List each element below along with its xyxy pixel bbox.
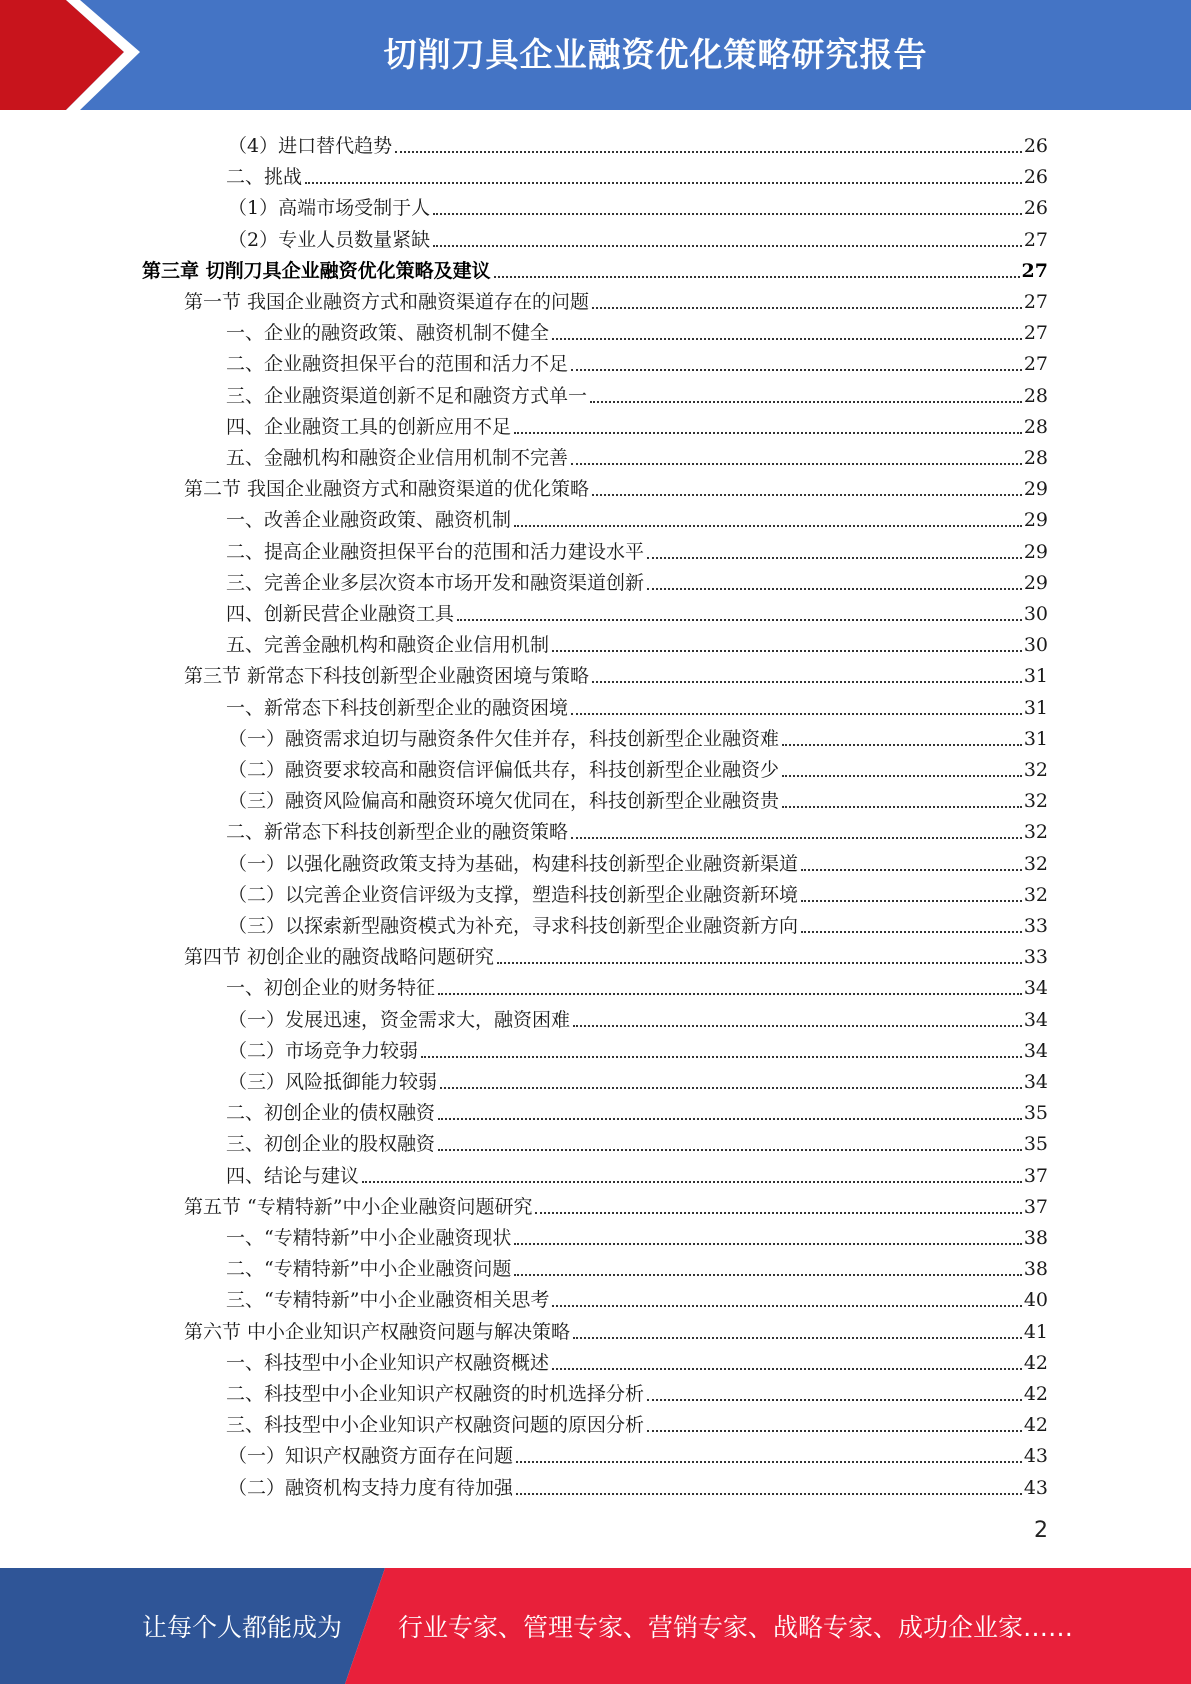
toc-entry[interactable] [226,1250,1048,1281]
toc-entry-title: （三）以探索新型融资模式为补充，寻求科技创新型企业融资新方向 [228,915,799,937]
toc-entry-page: 27 [1023,291,1048,313]
toc-entry-title: 一、改善企业融资政策、融资机制 [226,509,512,532]
toc-entry[interactable] [226,377,1048,408]
toc-entry-title: 三、完善企业多层次资本市场开发和融资渠道创新 [226,571,645,594]
toc-entry-page: 41 [1023,1320,1048,1343]
toc-entry-title: 一、新常态下科技创新型企业的融资困境 [226,696,569,719]
toc-entry-page: 27 [1023,228,1048,251]
toc-entry-title: 四、企业融资工具的创新应用不足 [226,415,512,438]
toc-entry[interactable] [228,782,1048,813]
toc-entry-title: 二、挑战 [226,166,303,189]
toc-entry-page: 38 [1023,1227,1048,1249]
toc-entry-title: （一）以强化融资政策支持为基础，构建科技创新型企业融资新渠道 [228,852,799,875]
toc-entry-page: 28 [1023,415,1048,438]
toc-entry[interactable] [228,1001,1048,1032]
toc-entry-title: （2）专业人员数量紧缺 [228,228,431,251]
toc-entry-title: 五、完善金融机构和融资企业信用机制 [226,634,550,657]
toc-dot-leader [573,1025,1022,1027]
toc-entry[interactable] [184,1188,1048,1219]
toc-dot-leader [494,276,1020,278]
toc-entry[interactable] [228,720,1048,751]
toc-entry[interactable] [226,1375,1048,1406]
toc-entry-page: 33 [1023,915,1048,937]
toc-dot-leader [801,869,1022,871]
toc-dot-leader [647,1399,1022,1401]
toc-entry-page: 37 [1023,1195,1048,1218]
toc-entry-page: 38 [1023,1258,1048,1281]
toc-entry-title: 四、创新民营企业融资工具 [226,603,455,625]
toc-entry[interactable] [226,595,1048,626]
toc-entry[interactable] [226,314,1048,345]
toc-dot-leader [535,1212,1021,1214]
toc-entry[interactable] [226,345,1048,376]
toc-entry-page: 43 [1023,1476,1048,1499]
toc-dot-leader [438,1149,1022,1151]
toc-dot-leader [782,775,1022,777]
toc-entry-page: 28 [1023,384,1048,407]
toc-entry[interactable] [226,689,1048,720]
toc-entry-title: 四、结论与建议 [226,1164,360,1187]
toc-entry-page: 29 [1023,478,1048,501]
toc-entry-title: 第四节 初创企业的融资战略问题研究 [184,946,495,969]
toc-entry-title: 二、科技型中小企业知识产权融资的时机选择分析 [226,1383,645,1405]
toc-entry[interactable] [226,439,1048,470]
toc-entry-title: （二）市场竞争力较弱 [228,1039,419,1062]
toc-entry-title: 二、“专精特新”中小企业融资问题 [226,1258,512,1281]
toc-entry-title: 三、科技型中小企业知识产权融资问题的原因分析 [226,1414,645,1437]
toc-entry[interactable] [226,408,1048,439]
toc-entry-page: 26 [1023,166,1048,189]
toc-entry-page: 29 [1023,540,1048,563]
toc-entry-page: 31 [1023,696,1048,719]
toc-dot-leader [592,681,1022,683]
toc-entry-title: （4）进口替代趋势 [228,135,393,157]
toc-dot-leader [457,619,1022,621]
toc-entry-page: 42 [1023,1383,1048,1405]
toc-entry[interactable] [142,252,1048,283]
toc-entry-page: 32 [1023,790,1048,813]
toc-dot-leader [801,931,1022,933]
toc-dot-leader [571,837,1022,839]
toc-entry-page: 31 [1023,665,1048,688]
toc-entry[interactable] [228,189,1048,220]
toc-entry-page: 33 [1023,946,1048,969]
toc-dot-leader [552,1305,1021,1307]
toc-dot-leader [573,1337,1022,1339]
toc-dot-leader [395,151,1022,153]
toc-dot-leader [514,1243,1021,1245]
toc-dot-leader [497,962,1022,964]
toc-entry-page: 29 [1023,509,1048,532]
toc-entry[interactable] [226,1281,1048,1312]
toc-dot-leader [782,744,1022,746]
toc-entry[interactable] [184,283,1048,314]
toc-dot-leader [552,338,1022,340]
toc-dot-leader [592,307,1022,309]
toc-entry-title: 第六节 中小企业知识产权融资问题与解决策略 [184,1320,571,1343]
toc-entry-page: 27 [1023,353,1048,376]
toc-entry-page: 42 [1023,1351,1048,1374]
toc-entry-title: （三）融资风险偏高和融资环境欠优同在，科技创新型企业融资贵 [228,790,780,813]
toc-dot-leader [438,993,1022,995]
toc-entry-title: （一）知识产权融资方面存在问题 [228,1445,514,1468]
toc-dot-leader [782,806,1022,808]
toc-entry[interactable] [184,657,1048,688]
toc-entry-page: 34 [1023,1008,1048,1031]
toc-dot-leader [438,1118,1022,1120]
toc-entry[interactable] [228,1032,1048,1063]
toc-dot-leader [516,1493,1022,1495]
toc-entry-page: 34 [1023,1071,1048,1093]
toc-entry-title: （三）风险抵御能力较弱 [228,1071,438,1093]
toc-entry-title: （二）以完善企业资信评级为支撑，塑造科技创新型企业融资新环境 [228,883,799,906]
toc-entry[interactable] [226,1406,1048,1437]
toc-entry-title: 五、金融机构和融资企业信用机制不完善 [226,447,569,469]
toc-entry[interactable] [226,158,1048,189]
toc-dot-leader [305,182,1022,184]
toc-entry-page: 26 [1023,197,1048,220]
toc-entry[interactable] [226,501,1048,532]
toc-entry[interactable] [228,221,1048,252]
toc-entry-title: （一）发展迅速，资金需求大，融资困难 [228,1008,571,1031]
toc-entry[interactable] [226,626,1048,657]
toc-entry[interactable] [226,564,1048,595]
toc-dot-leader [362,1181,1022,1183]
toc-dot-leader [647,557,1022,559]
toc-dot-leader [421,1056,1022,1058]
toc-entry[interactable] [228,907,1048,938]
toc-entry-title: 第一节 我国企业融资方式和融资渠道存在的问题 [184,291,590,313]
toc-entry-title: 三、初创企业的股权融资 [226,1133,436,1156]
toc-entry-title: （二）融资机构支持力度有待加强 [228,1476,514,1499]
toc-dot-leader [516,1461,1022,1463]
toc-entry-title: 二、企业融资担保平台的范围和活力不足 [226,353,569,376]
toc-entry-page: 37 [1023,1164,1048,1187]
toc-entry[interactable] [226,1219,1048,1250]
toc-entry-page: 43 [1023,1445,1048,1468]
toc-entry[interactable] [184,938,1048,969]
toc-entry-title: 第三节 新常态下科技创新型企业融资困境与策略 [184,665,590,688]
toc-entry-page: 32 [1023,852,1048,875]
toc-entry-page: 26 [1023,135,1048,157]
toc-dot-leader [647,1430,1022,1432]
toc-entry[interactable] [226,1344,1048,1375]
document-title: 切削刀具企业融资优化策略研究报告 [383,34,928,74]
toc-dot-leader [514,525,1022,527]
toc-entry-title: （二）融资要求较高和融资信评偏低共存，科技创新型企业融资少 [228,759,780,781]
toc-dot-leader [433,245,1022,247]
toc-entry-title: 第三章 切削刀具企业融资优化策略及建议 [142,259,491,282]
toc-dot-leader [552,1368,1022,1370]
toc-dot-leader [592,494,1022,496]
footer-slogan-left: 让每个人都能成为 [142,1613,343,1642]
toc-entry[interactable] [226,813,1048,844]
toc-entry-page: 35 [1023,1133,1048,1156]
toc-dot-leader [571,369,1022,371]
toc-dot-leader [433,213,1022,215]
toc-entry-title: 三、“专精特新”中小企业融资相关思考 [226,1289,550,1312]
toc-entry-page: 34 [1023,977,1048,1000]
footer-slogan-right: 行业专家、管理专家、营销专家、战略专家、成功企业家…… [398,1613,1074,1642]
toc-entry-page: 40 [1023,1289,1048,1312]
toc-dot-leader [571,713,1022,715]
toc-entry-title: （1）高端市场受制于人 [228,197,431,220]
toc-entry-page: 28 [1023,447,1048,469]
toc-entry-title: 第五节 “专精特新”中小企业融资问题研究 [184,1195,533,1218]
toc-dot-leader [801,900,1022,902]
toc-entry[interactable] [228,1063,1048,1094]
toc-entry-page: 27 [1021,259,1048,282]
toc-entry-page: 42 [1023,1414,1048,1437]
toc-entry-page: 30 [1023,603,1048,625]
toc-entry-title: 第二节 我国企业融资方式和融资渠道的优化策略 [184,478,590,501]
toc-entry-title: 一、初创企业的财务特征 [226,977,436,1000]
toc-entry[interactable] [228,751,1048,782]
toc-entry-page: 31 [1023,727,1048,750]
toc-dot-leader [590,401,1022,403]
toc-entry-title: 二、新常态下科技创新型企业的融资策略 [226,821,569,844]
toc-entry[interactable] [226,1157,1048,1188]
toc-dot-leader [571,463,1022,465]
toc-entry-page: 32 [1023,759,1048,781]
toc-entry-page: 34 [1023,1039,1048,1062]
toc-entry-page: 35 [1023,1102,1048,1125]
toc-entry[interactable] [226,533,1048,564]
toc-entry-title: 一、科技型中小企业知识产权融资概述 [226,1351,550,1374]
toc-entry[interactable] [228,1437,1048,1468]
toc-entry[interactable] [184,1313,1048,1344]
toc-dot-leader [647,588,1022,590]
toc-entry[interactable] [228,845,1048,876]
toc-entry[interactable] [228,1469,1048,1500]
toc-entry[interactable] [226,1094,1048,1125]
toc-entry[interactable] [228,127,1048,158]
toc-entry-title: 二、提高企业融资担保平台的范围和活力建设水平 [226,540,645,563]
toc-entry-title: 二、初创企业的债权融资 [226,1102,436,1125]
toc-entry-title: （一）融资需求迫切与融资条件欠佳并存，科技创新型企业融资难 [228,727,780,750]
page-header [0,0,1191,110]
toc-entry-page: 29 [1023,571,1048,594]
toc-entry[interactable] [226,969,1048,1000]
toc-dot-leader [552,650,1022,652]
toc-dot-leader [514,432,1022,434]
toc-entry[interactable] [184,470,1048,501]
toc-entry-page: 27 [1023,322,1048,345]
toc-dot-leader [514,1274,1021,1276]
page-number: 2 [1034,1518,1048,1543]
toc-entry-page: 30 [1023,634,1048,657]
toc-dot-leader [440,1087,1022,1089]
toc-entry[interactable] [228,876,1048,907]
toc-entry[interactable] [226,1125,1048,1156]
toc-entry-title: 一、企业的融资政策、融资机制不健全 [226,322,550,345]
page-footer [0,1568,1191,1684]
toc-entry-page: 32 [1023,883,1048,906]
toc-entry-title: 一、“专精特新”中小企业融资现状 [226,1227,512,1249]
toc-entry-page: 32 [1023,821,1048,844]
toc-entry-title: 三、企业融资渠道创新不足和融资方式单一 [226,384,588,407]
